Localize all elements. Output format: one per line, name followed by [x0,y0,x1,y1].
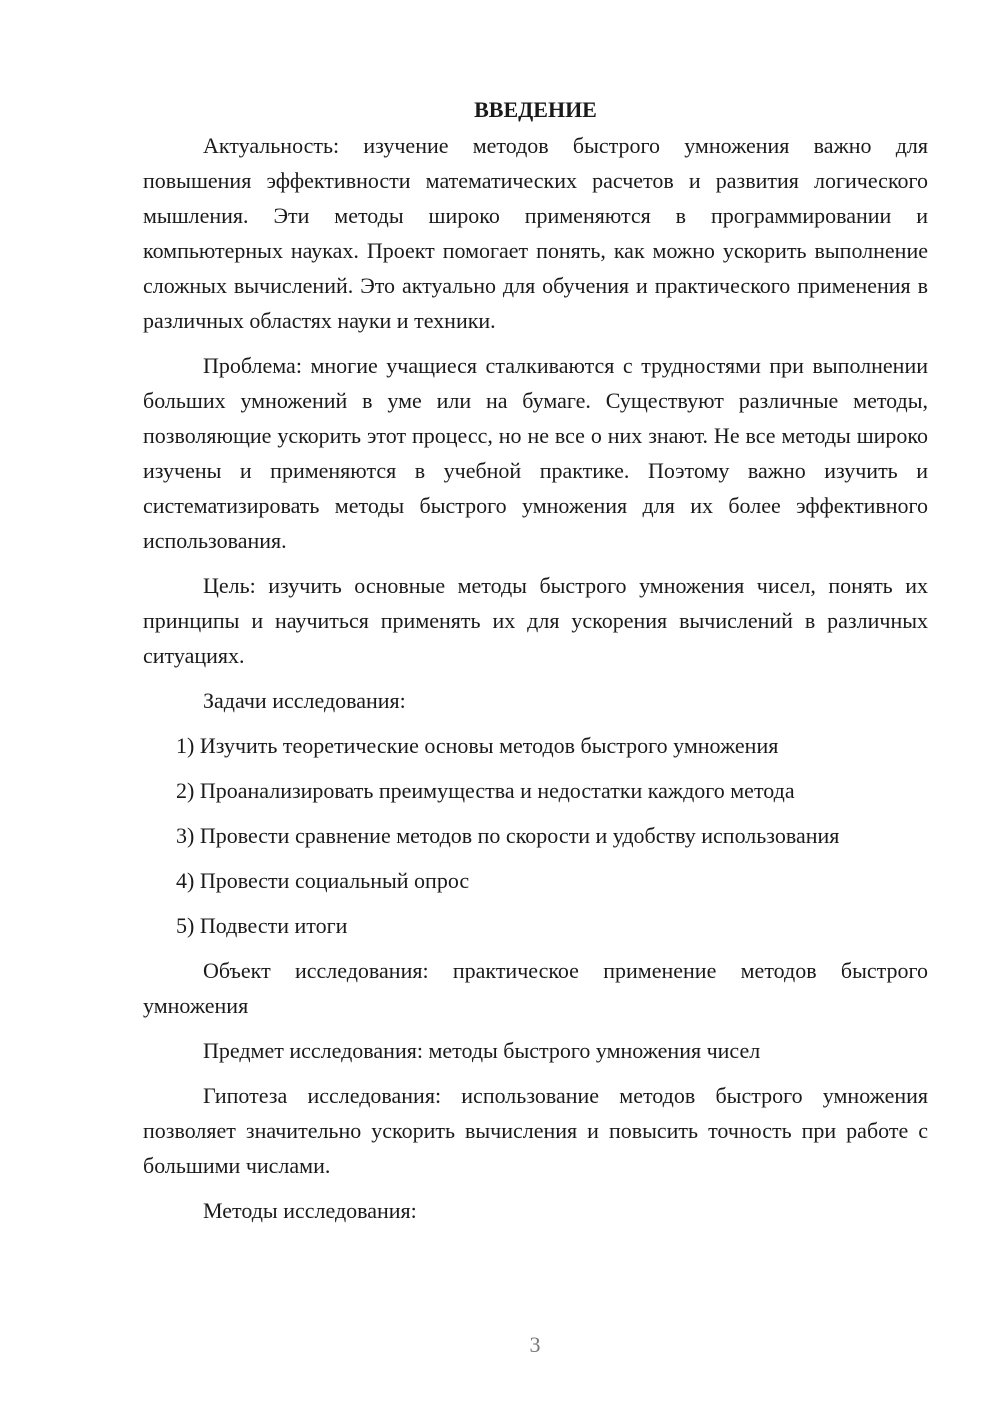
task-item: 4) Провести социальный опрос [176,868,470,893]
hypothesis-paragraph: Гипотеза исследования: использование методов быстрого умножения позволяет значительно ускорить вычисления и повысить точность при работе с большими числами. [143,1083,928,1178]
document-page [143,92,928,1238]
methods-heading: Методы исследования: [203,1198,417,1223]
relevance-paragraph: Актуальность: изучение методов быстрого умножения важно для повышения эффективности математических расчетов и развития логического мышления. Эти методы широко применяются в программировании и компьютерных науках. Проект помогает понять, как можно ускорить выполнение сложных вычислений. Это актуально для обучения и практического применения в различных областях науки и техники. [143,133,928,333]
page-number: 3 [529,1332,541,1357]
problem-paragraph: Проблема: многие учащиеся сталкиваются с трудностями при выполнении больших умножений в уме или на бумаге. Существуют различные методы, позволяющие ускорить этот процесс, но не все о них знают. Не все методы широко изучены и применяются в учебной практике. Поэтому важно изучить и систематизировать методы быстрого умножения для их более эффективного использования. [143,353,928,553]
task-item: 2) Проанализировать преимущества и недостатки каждого метода [176,778,795,803]
goal-paragraph: Цель: изучить основные методы быстрого умножения чисел, понять их принципы и научиться применять их для ускорения вычислений в различных ситуациях. [143,573,928,668]
object-paragraph: Объект исследования: практическое применение методов быстрого умножения [143,958,928,1018]
task-item: 1) Изучить теоретические основы методов быстрого умножения [176,733,779,758]
subject-paragraph: Предмет исследования: методы быстрого умножения чисел [203,1038,761,1063]
task-item: 3) Провести сравнение методов по скорости и удобству использования [176,823,840,848]
tasks-heading: Задачи исследования: [203,688,406,713]
section-title: ВВЕДЕНИЕ [474,97,597,122]
task-item: 5) Подвести итоги [176,913,348,938]
tasks-list [143,728,928,943]
